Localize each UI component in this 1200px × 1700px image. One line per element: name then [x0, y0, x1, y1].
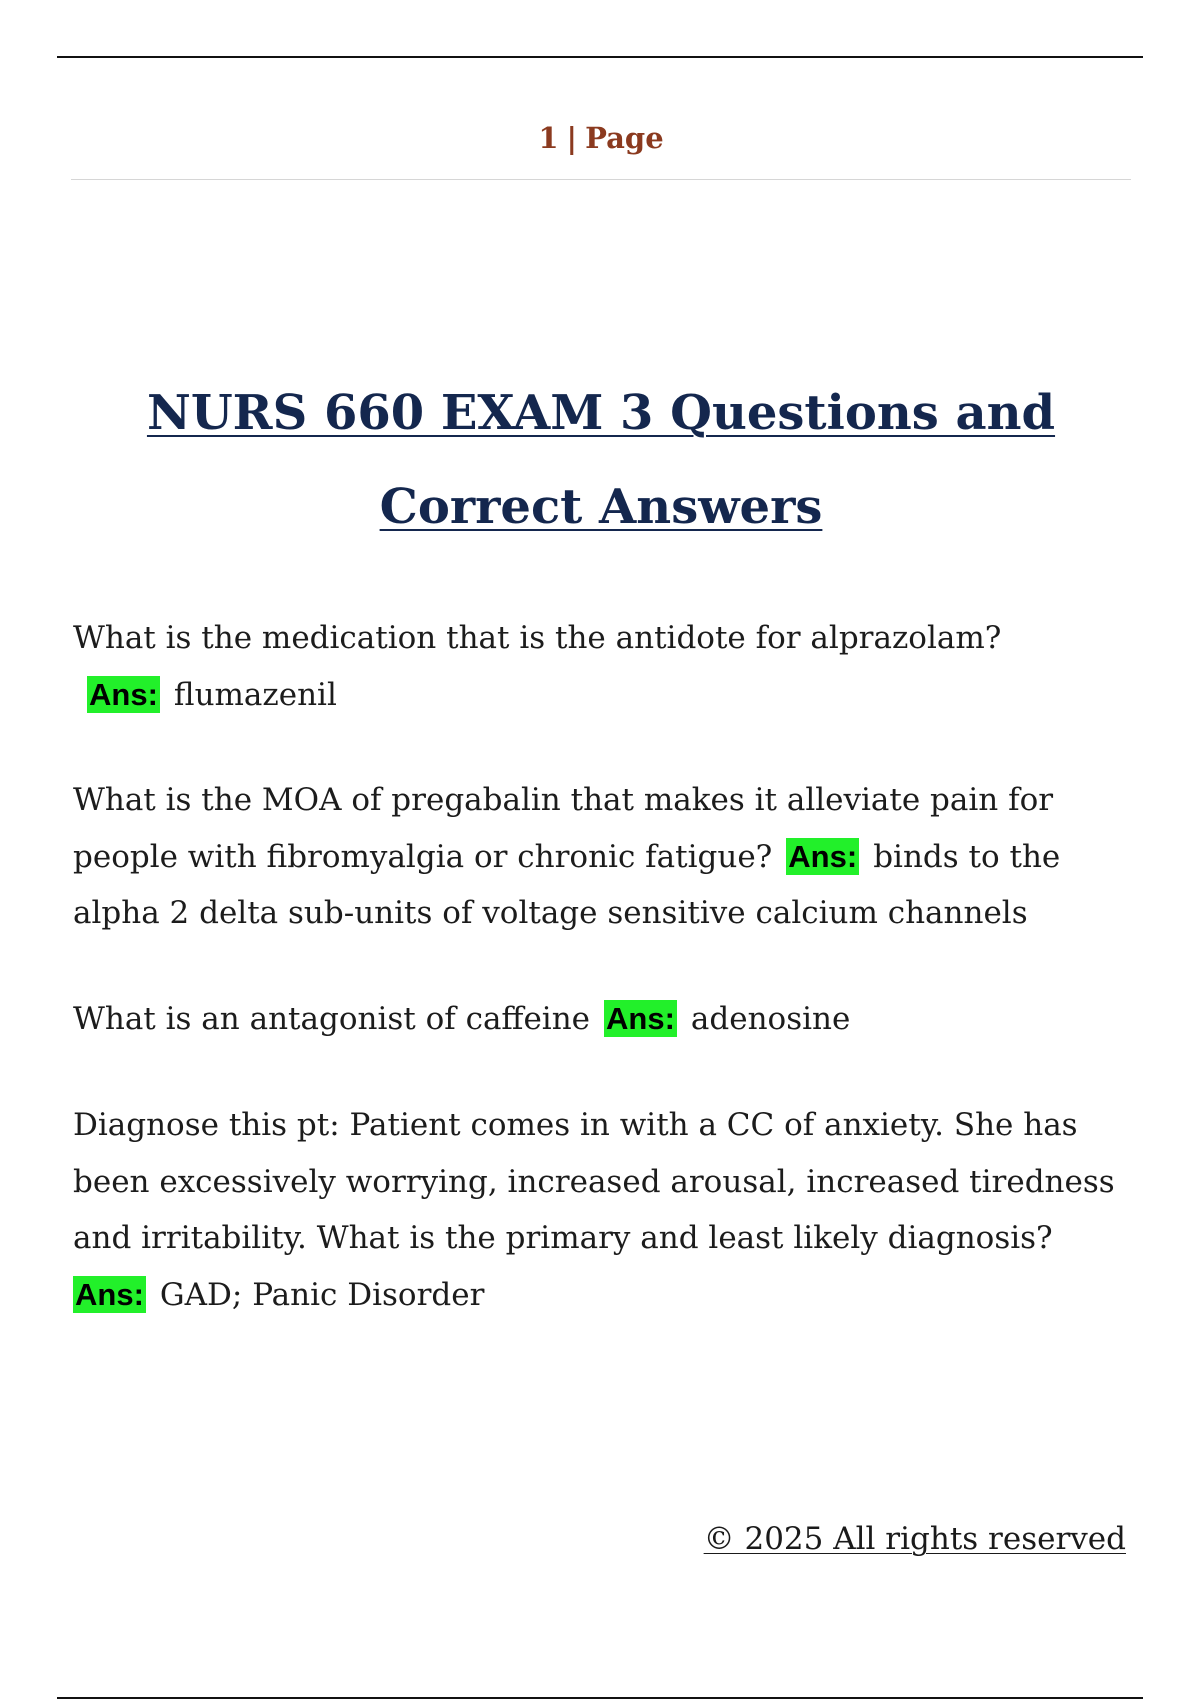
answer-label: Ans: — [606, 1000, 675, 1036]
page-number: 1 — [538, 121, 559, 155]
question-text: What is the MOA of pregabalin that makes it alleviate pain for people with fibromyalgia or chronic fatigue? — [73, 782, 1054, 875]
answer-text: GAD; Panic Disorder — [159, 1276, 485, 1313]
document-title: NURS 660 EXAM 3 Questions and Correct Answers — [146, 385, 1056, 535]
answer-text: flumazenil — [173, 676, 337, 713]
answer-label: Ans: — [89, 676, 158, 712]
question-text: What is an antagonist of caffeine — [73, 1000, 591, 1037]
question-text: What is the medication that is the antidote for alprazolam? — [73, 620, 1002, 656]
page-separator: | — [566, 121, 578, 155]
qa-item-1 — [73, 610, 1133, 723]
qa-item-4 — [73, 1097, 1133, 1323]
bottom-rule — [57, 1697, 1143, 1699]
page-label: Page — [585, 121, 664, 155]
answer-text: binds to the alpha 2 delta sub-units of voltage sensitive calcium channels — [73, 838, 1061, 931]
qa-list — [73, 610, 1133, 1372]
qa-item-2 — [73, 772, 1133, 942]
answer-label: Ans: — [75, 1276, 144, 1312]
qa-item-3 — [73, 991, 1133, 1048]
question-text: Diagnose this pt: Patient comes in with a CC of anxiety. She has been excessively worrying, increased arousal, increased tiredness and irritability. What is the primary and least likely diagnosis? — [73, 1107, 1115, 1256]
copyright-footer: © 2025 All rights reserved — [703, 1521, 1126, 1557]
answer-text: adenosine — [690, 1000, 851, 1037]
page-header — [71, 110, 1131, 180]
top-rule — [57, 56, 1143, 58]
answer-label: Ans: — [788, 838, 858, 874]
